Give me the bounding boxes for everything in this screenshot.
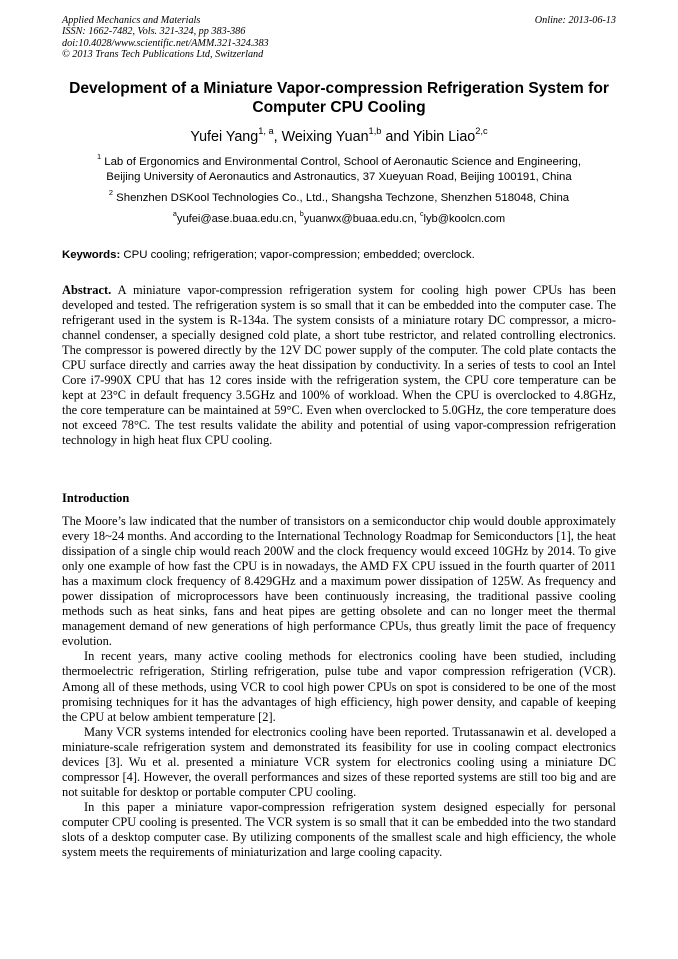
affiliation-2 <box>50 188 628 206</box>
email-superscript: b <box>299 209 304 219</box>
author-name: Yibin Liao <box>412 129 476 145</box>
email-address: yuanwx@buaa.edu.cn, <box>303 213 420 225</box>
email-superscript: c <box>419 209 424 219</box>
introduction-body <box>62 514 616 860</box>
email-list <box>50 209 628 227</box>
affiliation-number: 2 <box>108 188 113 198</box>
journal-doi: doi:10.4028/www.scientific.net/AMM.321-324.383 <box>62 37 269 49</box>
paper-title: Development of a Miniature Vapor-compression Refrigeration System for Computer CPU Cooling <box>69 80 609 116</box>
section-heading-introduction: Introduction <box>62 491 130 505</box>
paragraph: The Moore’s law indicated that the number of transistors on a semiconductor chip would double approximately every 18~24 months. And according to the International Technology Roadmap for Semiconductors [1], the heat dissipation of a single chip would reach 200W and the clock frequency would exceed 10GHz by 2014. To give only one example of how fast the CPU is in nowadays, the AMD FX CPU issued in the fourth quarter of 2011 has a maximum clock frequency of 8.429GHz and a maximum power dissipation of 125W. As frequency and power dissipation of microprocessors have been continuously increasing, the traditional passive cooling methods such as heat sinks, fans and heat pipes are getting obsolete and can no longer meet the thermal management demand of new generations of high performance CPUs, thus greatly limit the pace of frequency evolution. <box>62 514 616 649</box>
email-superscript: a <box>172 209 177 219</box>
journal-copyright: © 2013 Trans Tech Publications Ltd, Switzerland <box>62 49 264 61</box>
author-name: Weixing Yuan <box>281 129 369 145</box>
affiliation-text: Lab of Ergonomics and Environmental Control, School of Aeronautic Science and Engineering, <box>101 156 582 168</box>
journal-issn: ISSN: 1662-7482, Vols. 321-324, pp 383-386 <box>62 26 246 38</box>
author-superscript: 1,b <box>368 125 382 136</box>
abstract-text: A miniature vapor-compression refrigeration system for cooling high power CPUs has been developed and tested. The refrigeration system is so small that it can be embedded into the computer case. The refrigerant used in the system is R-134a. The system consists of a miniature rotary DC compressor, a micro-channel condenser, a specially designed cold plate, a short tube restrictor, and related controlling electronics. The compressor is powered directly by the 12V DC power supply of the computer. The cold plate contacts the CPU surface directly and carries away the heat dissipation by conductivity. In a series of tests to cool an Intel Core i7-990X CPU that has 12 cores inside with the refrigeration system, the CPU core temperature can be kept at 23°C in default frequency 3.5GHz and 100% of workload. When the CPU is overclocked to 4.8GHz, the core temperature can be maintained at 59°C. Even when overclocked to 5.0GHz, the core temperature does not exceed 78°C. The test results validate the ability and potential of using vapor-compression refrigeration technology in high heat flux CPU cooling. <box>62 283 616 448</box>
online-date: Online: 2013-06-13 <box>534 15 616 26</box>
email-address: lyb@koolcn.com <box>423 213 506 225</box>
affiliation-text: Shenzhen DSKool Technologies Co., Ltd., Shangsha Techzone, Shenzhen 518048, China <box>112 192 570 204</box>
keywords-label: Keywords: <box>62 249 121 261</box>
affiliation-1 <box>50 152 628 185</box>
keywords <box>62 248 616 263</box>
affiliation-number: 1 <box>96 152 102 162</box>
abstract <box>62 283 616 449</box>
author-separator: , <box>273 129 282 145</box>
author-superscript: 1, a <box>258 125 274 136</box>
author-name: Yufei Yang <box>190 129 259 145</box>
author-separator: and <box>381 129 413 145</box>
paragraph: In recent years, many active cooling methods for electronics cooling have been studied, including thermoelectric refrigeration, Stirling refrigeration, pulse tube and vapor compression refrigeration (VCR). Among all of these methods, using VCR to cool high power CPUs on spot is considered to be one of the most promising techniques for it has the advantages of high efficiency, high power density, and capable of keeping the CPU at below ambient temperature [2]. <box>62 649 616 724</box>
author-superscript: 2,c <box>475 125 488 136</box>
paragraph: Many VCR systems intended for electronics cooling have been reported. Trutassanawin et al. developed a miniature-scale refrigeration system and demonstrated its feasibility for use in cooling compact electronics devices [3]. Wu et al. presented a miniature VCR system for electronics cooling using a miniature DC compressor [4]. However, the overall performances and sizes of these reported systems are still too big and are not suitable for desktop or portable computer CPU cooling. <box>62 724 616 799</box>
paragraph: In this paper a miniature vapor-compression refrigeration system designed especially for personal computer CPU cooling is presented. The VCR system is so small that it can be embedded into the two standard slots of a desktop computer case. By utilizing components of the smallest scale and high efficiency, the whole system meets the requirements of miniaturization and large cooling capacity. <box>62 799 616 860</box>
journal-name: Applied Mechanics and Materials <box>62 15 201 26</box>
journal-header <box>62 15 616 61</box>
affiliation-text: Beijing University of Aeronautics and Astronautics, 37 Xueyuan Road, Beijing 100191, China <box>106 171 572 183</box>
abstract-label: Abstract. <box>62 283 112 297</box>
keywords-text: CPU cooling; refrigeration; vapor-compression; embedded; overclock. <box>120 249 475 261</box>
author-list <box>50 125 628 146</box>
email-address: yufei@ase.buaa.edu.cn, <box>176 213 300 225</box>
